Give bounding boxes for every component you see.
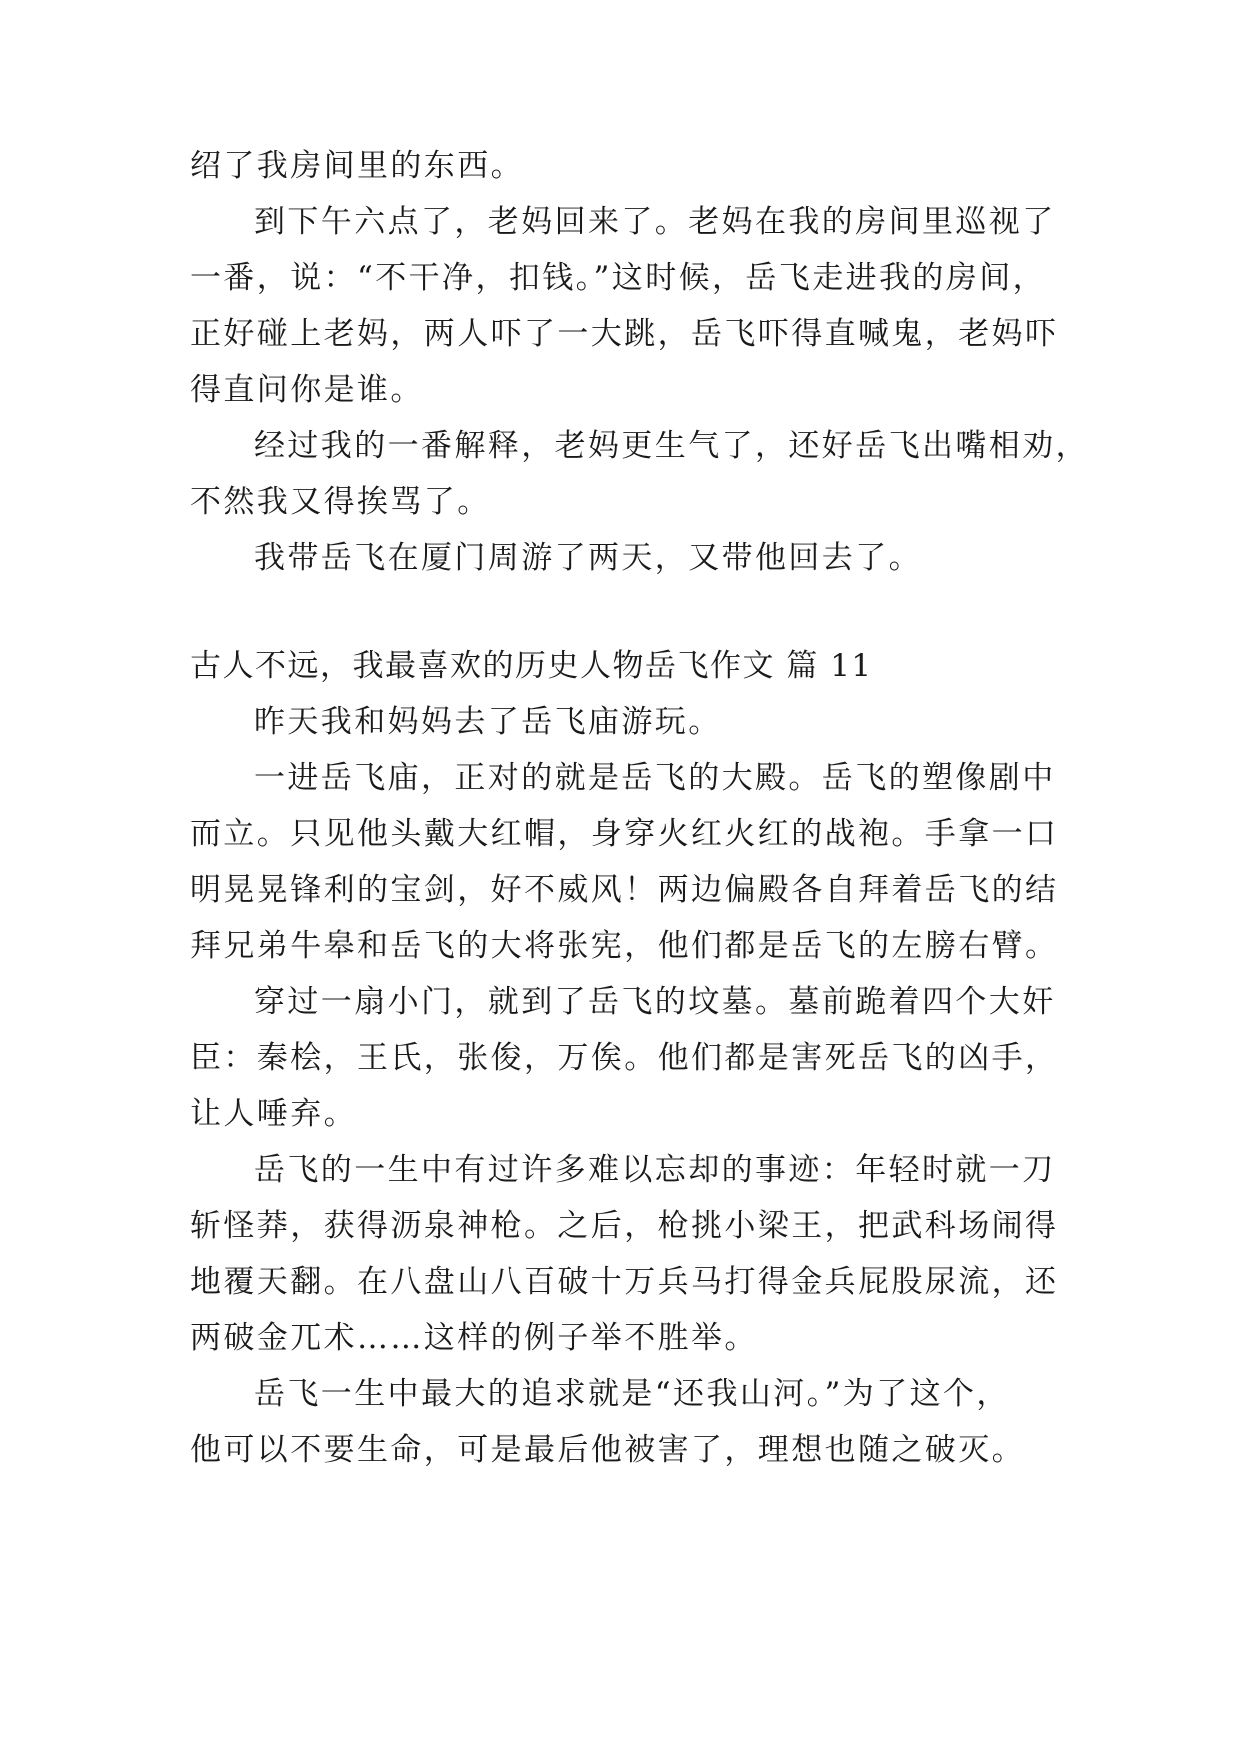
section-title: 古人不远，我最喜欢的历史人物岳飞作文 篇 11 bbox=[190, 648, 873, 684]
paragraph-first-line: 岳飞的一生中有过许多难以忘却的事迹：年轻时就一刀 bbox=[254, 1152, 1056, 1188]
text-line: 得直问你是谁。 bbox=[190, 372, 424, 408]
text-line: 一番，说：“不干净，扣钱。”这时候，岳飞走进我的房间， bbox=[190, 260, 1046, 296]
paragraph-first-line: 我带岳飞在厦门周游了两天，又带他回去了。 bbox=[254, 540, 922, 576]
paragraph-first-line: 穿过一扇小门，就到了岳飞的坟墓。墓前跪着四个大奸 bbox=[254, 984, 1056, 1020]
text-line: 斩怪莽，获得沥泉神枪。之后，枪挑小梁王，把武科场闹得 bbox=[190, 1208, 1059, 1244]
paragraph-first-line: 经过我的一番解释，老妈更生气了，还好岳飞出嘴相劝， bbox=[254, 428, 1089, 464]
text-line: 两破金兀术……这样的例子举不胜举。 bbox=[190, 1320, 758, 1356]
text-line: 绍了我房间里的东西。 bbox=[190, 148, 524, 184]
text-line: 不然我又得挨骂了。 bbox=[190, 484, 491, 520]
text-line: 他可以不要生命，可是最后他被害了，理想也随之破灭。 bbox=[190, 1432, 1025, 1468]
paragraph-first-line: 岳飞一生中最大的追求就是“还我山河。”为了这个， bbox=[254, 1376, 1010, 1412]
text-line: 地覆天翻。在八盘山八百破十万兵马打得金兵屁股尿流，还 bbox=[190, 1264, 1059, 1300]
text-line: 正好碰上老妈，两人吓了一大跳，岳飞吓得直喊鬼，老妈吓 bbox=[190, 316, 1059, 352]
text-line: 而立。只见他头戴大红帽，身穿火红火红的战袍。手拿一口 bbox=[190, 816, 1059, 852]
text-line: 拜兄弟牛皋和岳飞的大将张宪，他们都是岳飞的左膀右臂。 bbox=[190, 928, 1059, 964]
paragraph-first-line: 到下午六点了，老妈回来了。老妈在我的房间里巡视了 bbox=[254, 204, 1056, 240]
text-line: 臣：秦桧，王氏，张俊，万俟。他们都是害死岳飞的凶手， bbox=[190, 1040, 1059, 1076]
text-line: 让人唾弃。 bbox=[190, 1096, 357, 1132]
paragraph-first-line: 昨天我和妈妈去了岳飞庙游玩。 bbox=[254, 704, 722, 740]
text-line: 明晃晃锋利的宝剑，好不威风！两边偏殿各自拜着岳飞的结 bbox=[190, 872, 1059, 908]
paragraph-first-line: 一进岳飞庙，正对的就是岳飞的大殿。岳飞的塑像剧中 bbox=[254, 760, 1056, 796]
